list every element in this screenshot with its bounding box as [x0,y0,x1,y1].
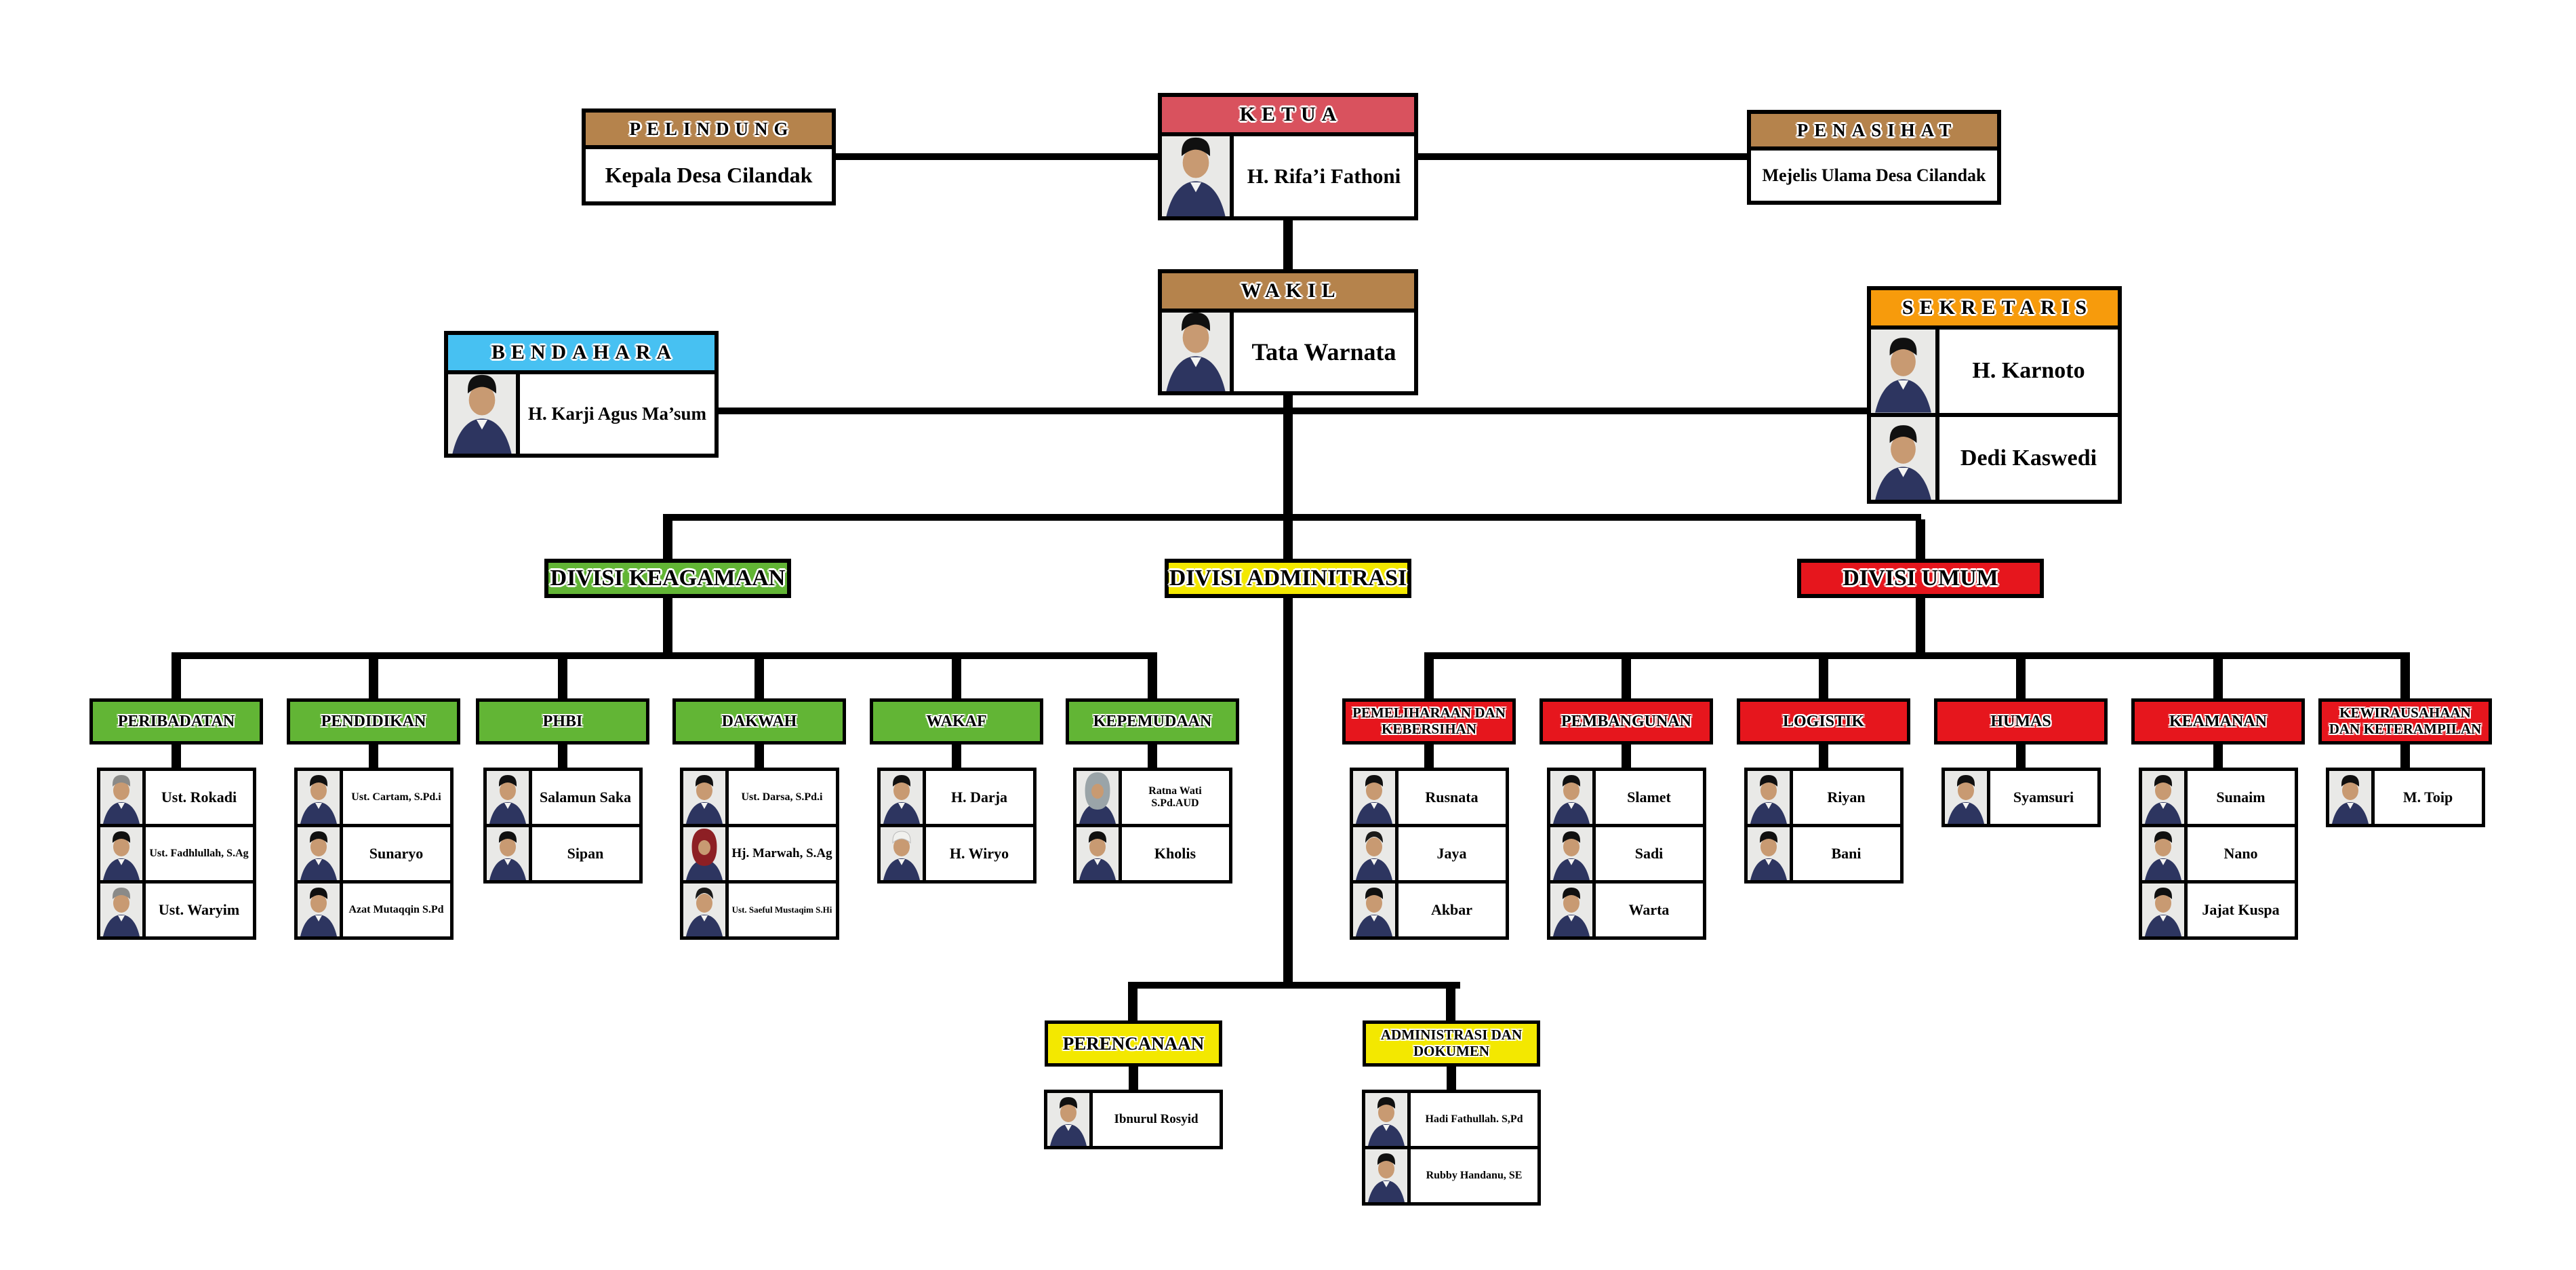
wakil-header [1162,273,1414,313]
member-name: Akbar [1430,900,1473,918]
member-name: H. Darja [950,788,1008,806]
member-name: Sunaim [2216,788,2266,806]
connector-line [1283,594,1293,989]
member-row [1744,768,1904,827]
connector-line [719,408,1867,414]
penasihat-title: PENASIHAT [1796,119,1958,140]
member-row [294,824,454,884]
member-row [2139,824,2298,884]
unit-members [2139,768,2298,940]
unit-members [877,768,1037,884]
unit-label: KEPEMUDAAN [1093,712,1212,730]
division-umum [1797,559,2044,598]
member-row [1073,768,1232,827]
connector-line [1283,519,1293,559]
ketua-header [1162,97,1414,136]
member-row [1350,824,1509,884]
unit-header [287,698,460,745]
wakil-title: WAKIL [1241,279,1342,302]
connector-line [172,652,1157,659]
member-name: Azat Mutaqqin S.Pd [348,904,444,916]
connector-line [172,658,181,698]
member-row [97,824,256,884]
connector-line [1418,153,1747,160]
member-photo [1550,827,1596,880]
member-photo [1076,771,1122,824]
member-photo [1748,771,1793,824]
member-name: Sipan [567,844,604,862]
member-row [1362,1090,1541,1149]
member-row [877,824,1037,884]
member-row [294,768,454,827]
unit-label: KEAMANAN [2169,712,2267,730]
connector-line [2016,658,2026,698]
division-unit [89,698,263,940]
member-photo [2142,884,2188,936]
pelindung-name: Kepala Desa Cilandak [605,163,813,187]
division-unit [1934,698,2108,827]
unit-label: WAKAF [926,712,987,730]
member-name: Riyan [1827,788,1866,806]
ketua-box [1158,93,1418,220]
member-photo [1365,1093,1411,1146]
ketua-title: KETUA [1239,103,1343,125]
member-name: Sadi [1634,844,1664,862]
unit-label: DAKWAH [721,712,797,730]
member-photo [298,884,343,936]
member-row [1547,824,1706,884]
division-unit [2318,698,2492,827]
bendahara-title: BENDAHARA [491,341,678,363]
member-photo [1748,827,1793,880]
connector-stub [2016,745,2026,768]
unit-members [1350,768,1509,940]
member-name: Rubby Handanu, SE [1426,1170,1523,1182]
member-name: Ust. Cartam, S.Pd.i [351,791,441,803]
unit-header [2318,698,2492,745]
sekretaris-title: SEKRETARIS [1901,296,2093,319]
connector-line [663,519,672,559]
member-name: Jaya [1436,844,1467,862]
division-keagamaan [544,559,791,598]
connector-line [2400,658,2410,698]
unit-header [1066,698,1239,745]
unit-label: PHBI [542,712,583,730]
unit-members [1744,768,1904,884]
member-row [483,768,643,827]
bendahara-photo [448,374,520,454]
connector-stub [2400,745,2410,768]
unit-label: LOGISTIK [1782,712,1865,730]
member-photo [683,827,729,880]
unit-members [680,768,839,940]
member-name: Ust. Rokadi [161,788,237,806]
member-row [97,880,256,940]
connector-line [836,153,1158,160]
sekretaris-name-1: H. Karnoto [1972,358,2085,384]
connector-stub [369,745,378,768]
division-unit [870,698,1043,884]
ketua-photo [1162,136,1234,216]
unit-members [1044,1090,1223,1149]
member-row [1547,768,1706,827]
unit-label: PERENCANAAN [1062,1033,1205,1054]
connector-stub [1447,1067,1456,1090]
wakil-photo [1162,313,1234,391]
division-unit [1342,698,1516,940]
member-row [294,880,454,940]
connector-line [1128,982,1460,989]
sekretaris-photo-2 [1871,417,1939,500]
member-photo [100,884,146,936]
member-photo [1047,1093,1093,1146]
member-photo [487,771,532,824]
member-name: Kholis [1154,844,1196,862]
unit-members [2326,768,2485,827]
connector-stub [1424,745,1434,768]
unit-header [870,698,1043,745]
member-photo [2142,771,2188,824]
member-row [680,880,839,940]
unit-header [1045,1020,1222,1067]
unit-label: PENDIDIKAN [321,712,426,730]
member-name: Warta [1628,900,1670,918]
sekretaris-name-2: Dedi Kaswedi [1960,445,2097,471]
connector-line [1916,519,1925,559]
connector-line [663,594,672,655]
member-name: Ust. Saeful Mustaqim S.Hi [731,904,832,915]
member-photo [1353,884,1398,936]
member-name: Ibnurul Rosyid [1114,1111,1199,1126]
connector-stub [558,745,567,768]
connector-line [1446,987,1455,1023]
member-name: Sunaryo [369,844,424,862]
unit-header [1539,698,1713,745]
division-umum-label: DIVISI UMUM [1843,565,1998,591]
connector-line [2213,658,2223,698]
member-photo [683,884,729,936]
penasihat-box [1747,110,2001,205]
member-name: Ust. Fadhlullah, S.Ag [149,848,249,860]
unit-header [89,698,263,745]
connector-line [1819,658,1828,698]
connector-stub [2213,745,2223,768]
wakil-box [1158,269,1418,395]
member-name: Slamet [1627,788,1671,806]
unit-label: PEMELIHARAAN DAN KEBERSIHAN [1352,705,1506,737]
member-row [1941,768,2101,827]
connector-stub [172,745,181,768]
wakil-name: Tata Warnata [1251,338,1396,365]
member-name: Salamun Saka [539,788,632,806]
unit-label: PERIBADATAN [117,712,235,730]
member-photo [2142,827,2188,880]
member-photo [1353,771,1398,824]
connector-stub [952,745,961,768]
unit-header [672,698,846,745]
connector-line [1424,658,1434,698]
sekretaris-header [1871,290,2118,330]
member-photo [1353,827,1398,880]
connector-stub [1819,745,1828,768]
unit-members [294,768,454,940]
connector-line [1283,217,1293,271]
bendahara-name: H. Karji Agus Ma’sum [528,403,706,424]
member-row [1547,880,1706,940]
bendahara-header [448,335,715,374]
member-row [1044,1090,1223,1149]
member-row [97,768,256,827]
member-photo [1945,771,1990,824]
connector-line [1622,658,1631,698]
member-name: Syamsuri [2013,788,2074,806]
member-row [1362,1146,1541,1206]
division-adminitrasi-label: DIVISI ADMINITRASI [1169,565,1407,591]
pelindung-header [586,113,832,149]
member-photo [683,771,729,824]
member-name: Rusnata [1425,788,1478,806]
division-unit [1539,698,1713,940]
connector-line [369,658,378,698]
member-photo [487,827,532,880]
member-name: M. Toip [2402,788,2453,806]
penasihat-header [1751,114,1997,151]
ketua-name: H. Rifa’i Fathoni [1247,164,1401,188]
connector-line [1916,594,1925,655]
sekretaris-photo-1 [1871,330,1939,413]
member-name: Hadi Fathullah. S,Pd [1425,1113,1523,1126]
member-photo [881,827,926,880]
member-photo [298,771,343,824]
unit-header [1934,698,2108,745]
connector-line [1424,652,2410,659]
pelindung-title: PELINDUNG [629,118,794,139]
member-name: Ust. Darsa, S.Pd.i [741,791,823,803]
member-photo [881,771,926,824]
member-row [1744,824,1904,884]
penasihat-name: Mejelis Ulama Desa Cilandak [1762,165,1986,185]
division-adminitrasi [1165,559,1411,598]
unit-members [1073,768,1232,884]
unit-header [2131,698,2305,745]
member-photo [1365,1149,1411,1202]
connector-stub [1148,745,1157,768]
connector-line [952,658,961,698]
division-unit [1737,698,1910,884]
unit-members [1362,1090,1541,1206]
member-row [2326,768,2485,827]
connector-line [558,658,567,698]
member-name: Ratna Wati S.Pd.AUD [1148,785,1202,809]
unit-header [1342,698,1516,745]
member-name: H. Wiryo [949,844,1009,862]
unit-label: KEWIRAUSAHAAN DAN KETERAMPILAN [2329,705,2482,737]
unit-members [483,768,643,884]
member-photo [100,827,146,880]
connector-stub [1622,745,1631,768]
sekretaris-box [1867,286,2122,504]
division-unit [672,698,846,940]
division-unit [2131,698,2305,940]
unit-members [1547,768,1706,940]
member-photo [1550,771,1596,824]
division-unit [287,698,460,940]
member-row [1350,880,1509,940]
member-name: Bani [1831,844,1861,862]
connector-line [754,658,764,698]
division-unit [476,698,649,884]
member-photo [2329,771,2375,824]
connector-stub [754,745,764,768]
connector-line [1148,658,1157,698]
member-photo [100,771,146,824]
member-row [2139,768,2298,827]
division-unit [1066,698,1239,884]
unit-label: PEMBANGUNAN [1561,712,1691,730]
connector-line [1128,987,1138,1023]
division-unit [1362,1020,1541,1206]
unit-members [97,768,256,940]
unit-header [1363,1020,1540,1067]
unit-members [1941,768,2101,827]
division-unit [1044,1020,1223,1149]
bendahara-box [444,331,719,458]
member-name: Nano [2223,844,2258,862]
unit-header [476,698,649,745]
member-row [877,768,1037,827]
member-row [483,824,643,884]
member-row [1073,824,1232,884]
member-row [2139,880,2298,940]
member-row [1350,768,1509,827]
member-row [680,768,839,827]
member-name: Ust. Waryim [158,900,240,918]
member-row [680,824,839,884]
division-keagamaan-label: DIVISI KEAGAMAAN [550,565,786,591]
member-photo [1076,827,1122,880]
member-name: Hj. Marwah, S.Ag [731,846,832,860]
unit-label: ADMINISTRASI DAN DOKUMEN [1380,1027,1523,1059]
unit-label: HUMAS [1990,712,2051,730]
connector-stub [1129,1067,1138,1090]
member-photo [1550,884,1596,936]
unit-header [1737,698,1910,745]
member-name: Jajat Kuspa [2202,900,2280,918]
member-photo [298,827,343,880]
pelindung-box [582,108,836,205]
